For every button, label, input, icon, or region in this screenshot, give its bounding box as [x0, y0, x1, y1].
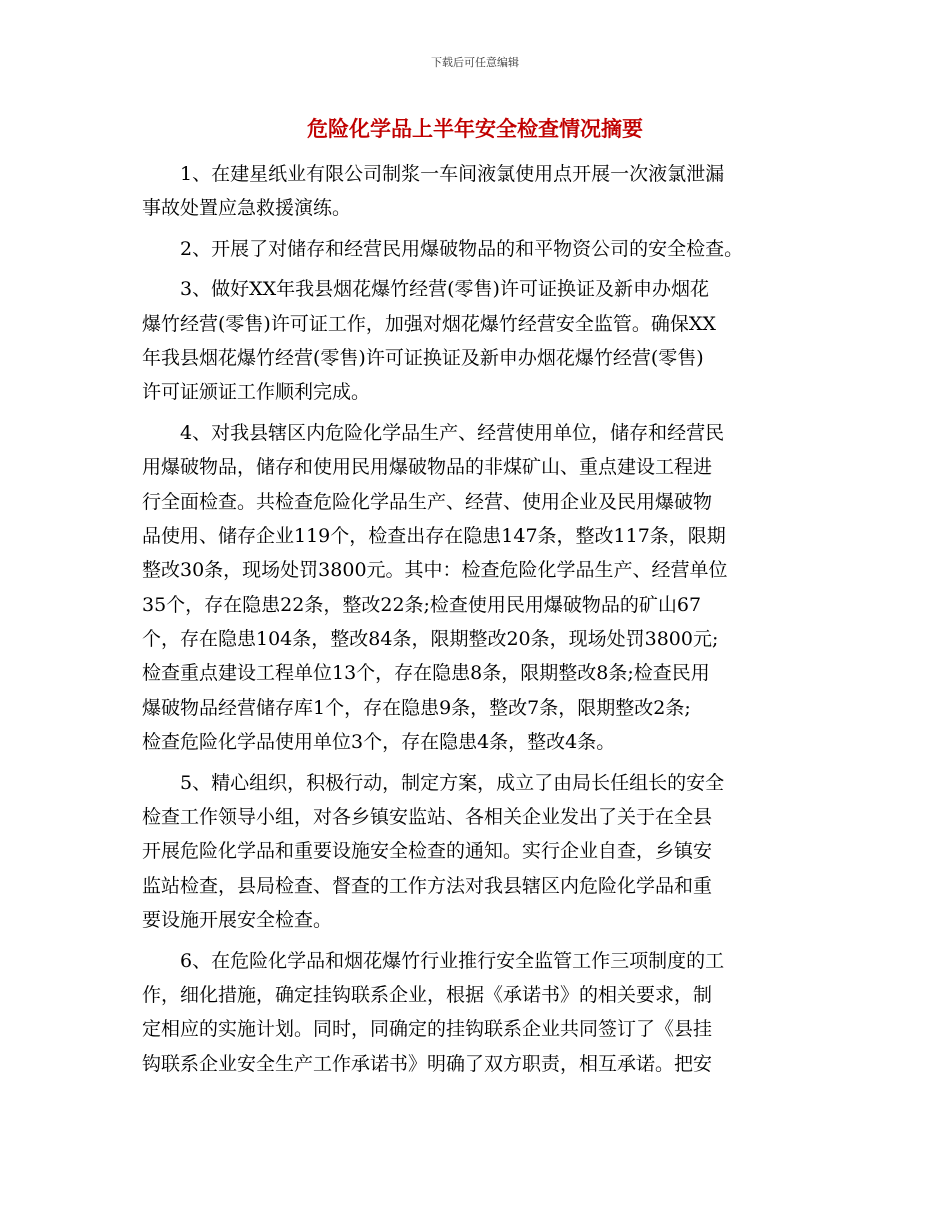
document-title: 危险化学品上半年安全检查情况摘要: [307, 117, 643, 141]
paragraph-line: 开展危险化学品和重要设施安全检查的通知。实行企业自查，乡镇安: [142, 840, 713, 863]
paragraph: [142, 157, 814, 226]
paragraph-line: 个，存在隐患104条，整改84条，限期整改20条，现场处罚3800元;: [142, 628, 719, 651]
paragraph-line: 行全面检查。共检查危险化学品生产、经营、使用企业及民用爆破物: [142, 490, 713, 513]
paragraph-line: 检查危险化学品使用单位3个，存在隐患4条，整改4条。: [142, 731, 616, 754]
paragraph-line: 品使用、储存企业119个，检查出存在隐患147条，整改117条，限期: [142, 524, 726, 547]
document-body: [142, 157, 814, 1081]
paragraph: [142, 416, 814, 760]
paragraph-line: 年我县烟花爆竹经营(零售)许可证换证及新申办烟花爆竹经营(零售): [142, 346, 704, 369]
paragraph-line: 爆竹经营(零售)许可证工作，加强对烟花爆竹经营安全监管。确保XX: [142, 312, 716, 335]
paragraph-line: 定相应的实施计划。同时，同确定的挂钩联系企业共同签订了《县挂: [142, 1018, 713, 1041]
paragraph-line: 检查工作领导小组，对各乡镇安监站、各相关企业发出了关于在全县: [142, 806, 713, 829]
paragraph-line: 2、开展了对储存和经营民用爆破物品的和平物资公司的安全检查。: [180, 237, 744, 260]
paragraph: [142, 944, 814, 1082]
header-note: 下载后可任意编辑: [431, 56, 519, 69]
paragraph-line: 事故处置应急救援演练。: [142, 197, 352, 220]
paragraph-line: 用爆破物品，储存和使用民用爆破物品的非煤矿山、重点建设工程进: [142, 456, 713, 479]
paragraph-line: 检查重点建设工程单位13个，存在隐患8条，限期整改8条;检查民用: [142, 662, 710, 685]
paragraph: [142, 766, 814, 938]
paragraph-line: 3、做好XX年我县烟花爆竹经营(零售)许可证换证及新申办烟花: [180, 278, 709, 301]
paragraph-line: 1、在建星纸业有限公司制浆一车间液氯使用点开展一次液氯泄漏: [180, 163, 725, 185]
paragraph-line: 要设施开展安全检查。: [142, 909, 333, 932]
paragraph-line: 爆破物品经营储存库1个，存在隐患9条，整改7条，限期整改2条;: [142, 696, 691, 719]
paragraph-line: 35个，存在隐患22条，整改22条;检查使用民用爆破物品的矿山67: [142, 593, 702, 616]
paragraph-line: 4、对我县辖区内危险化学品生产、经营使用单位，储存和经营民: [180, 421, 725, 444]
paragraph-line: 监站检查，县局检查、督查的工作方法对我县辖区内危险化学品和重: [142, 874, 713, 897]
paragraph: [142, 272, 814, 410]
paragraph-line: 5、精心组织，积极行动，制定方案，成立了由局长任组长的安全: [180, 771, 725, 794]
paragraph-line: 6、在危险化学品和烟花爆竹行业推行安全监管工作三项制度的工: [180, 949, 725, 972]
paragraph-line: 整改30条，现场处罚3800元。其中：检查危险化学品生产、经营单位: [142, 559, 728, 582]
paragraph-line: 许可证颁证工作顺利完成。: [142, 381, 371, 404]
paragraph-line: 作，细化措施，确定挂钩联系企业，根据《承诺书》的相关要求，制: [142, 983, 713, 1006]
paragraph: [142, 232, 814, 266]
paragraph-line: 钩联系企业安全生产工作承诺书》明确了双方职责，相互承诺。把安: [142, 1052, 713, 1075]
